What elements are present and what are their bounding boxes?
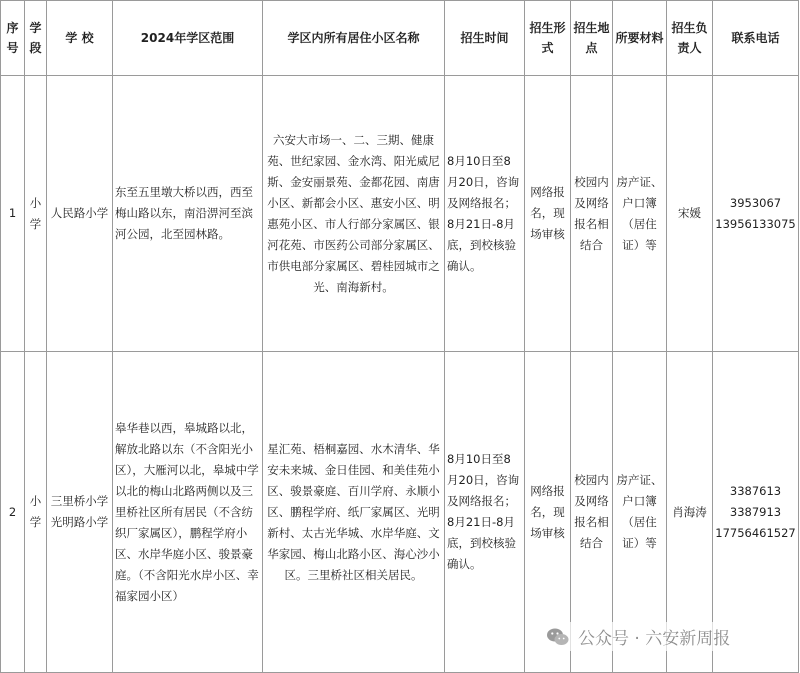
wechat-icon <box>546 627 570 647</box>
row-school: 人民路小学 <box>47 76 113 352</box>
row-person: 宋媛 <box>667 76 713 352</box>
row-communities: 星汇苑、梧桐嘉园、水木清华、华安未来城、金日佳园、和美佳苑小区、骏景豪庭、百川学府、永顺小区、鹏程学府、纸厂家属区、光明新村、太古光华城、水岸华庭、文华家园、梅山北路小区、海心沙小区。三里桥社区相关居民。 <box>263 352 445 673</box>
row-stage: 小学 <box>25 76 47 352</box>
header-place: 招生地点 <box>571 1 613 76</box>
header-phone: 联系电话 <box>713 1 799 76</box>
header-range: 2024年学区范围 <box>113 1 263 76</box>
row-place: 校园内及网络报名相结合 <box>571 76 613 352</box>
phone-number: 17756461527 <box>715 525 796 540</box>
header-form: 招生形式 <box>525 1 571 76</box>
phone-number: 3387613 <box>729 483 782 498</box>
row-time: 8月10日至8月20日，咨询及网络报名；8月21日-8月底，到校核验确认。 <box>445 352 525 673</box>
header-row <box>1 1 799 76</box>
phone-number: 13956133075 <box>715 216 796 231</box>
row-materials: 房产证、户口簿（居住证）等 <box>613 352 667 673</box>
row-form: 网络报名，现场审核 <box>525 352 571 673</box>
watermark-text: 公众号 · 六安新周报 <box>578 629 731 649</box>
row-form: 网络报名，现场审核 <box>525 76 571 352</box>
row-phones <box>713 76 799 352</box>
header-materials: 所要材料 <box>613 1 667 76</box>
row-person: 肖海涛 <box>667 352 713 673</box>
header-no: 序号 <box>1 1 25 76</box>
row-school: 三里桥小学光明路小学 <box>47 352 113 673</box>
header-time: 招生时间 <box>445 1 525 76</box>
row-time: 8月10日至8月20日，咨询及网络报名；8月21日-8月底，到校核验确认。 <box>445 76 525 352</box>
row-materials: 房产证、户口簿（居住证）等 <box>613 76 667 352</box>
row-no: 2 <box>1 352 25 673</box>
row-communities: 六安大市场一、二、三期、健康苑、世纪家园、金水湾、阳光威尼斯、金安丽景苑、金都花园、南唐小区、新都会小区、惠安小区、明惠苑小区、市人行部分家属区、银河花苑、市医药公司部分家属区、市供电部分家属区、碧桂园城市之光、南海新村。 <box>263 76 445 352</box>
header-stage: 学段 <box>25 1 47 76</box>
row-no: 1 <box>1 76 25 352</box>
row-range: 皋华巷以西，皋城路以北，解放北路以东（不含阳光小区），大雁河以北，皋城中学以北的梅山北路两侧以及三里桥社区所有居民（不含纺织厂家属区），鹏程学府小区、水岸华庭小区、骏景豪庭。（不含阳光水岸小区、幸福家园小区） <box>113 352 263 673</box>
phone-number: 3953067 <box>729 195 782 210</box>
row-stage: 小学 <box>25 352 47 673</box>
table-row <box>1 76 799 352</box>
header-person: 招生负责人 <box>667 1 713 76</box>
row-place: 校园内及网络报名相结合 <box>571 352 613 673</box>
header-school: 学 校 <box>47 1 113 76</box>
phone-number: 3387913 <box>729 504 782 519</box>
row-range: 东至五里墩大桥以西，西至梅山路以东，南沿淠河至滨河公园，北至园林路。 <box>113 76 263 352</box>
watermark <box>540 622 736 651</box>
header-communities: 学区内所有居住小区名称 <box>263 1 445 76</box>
